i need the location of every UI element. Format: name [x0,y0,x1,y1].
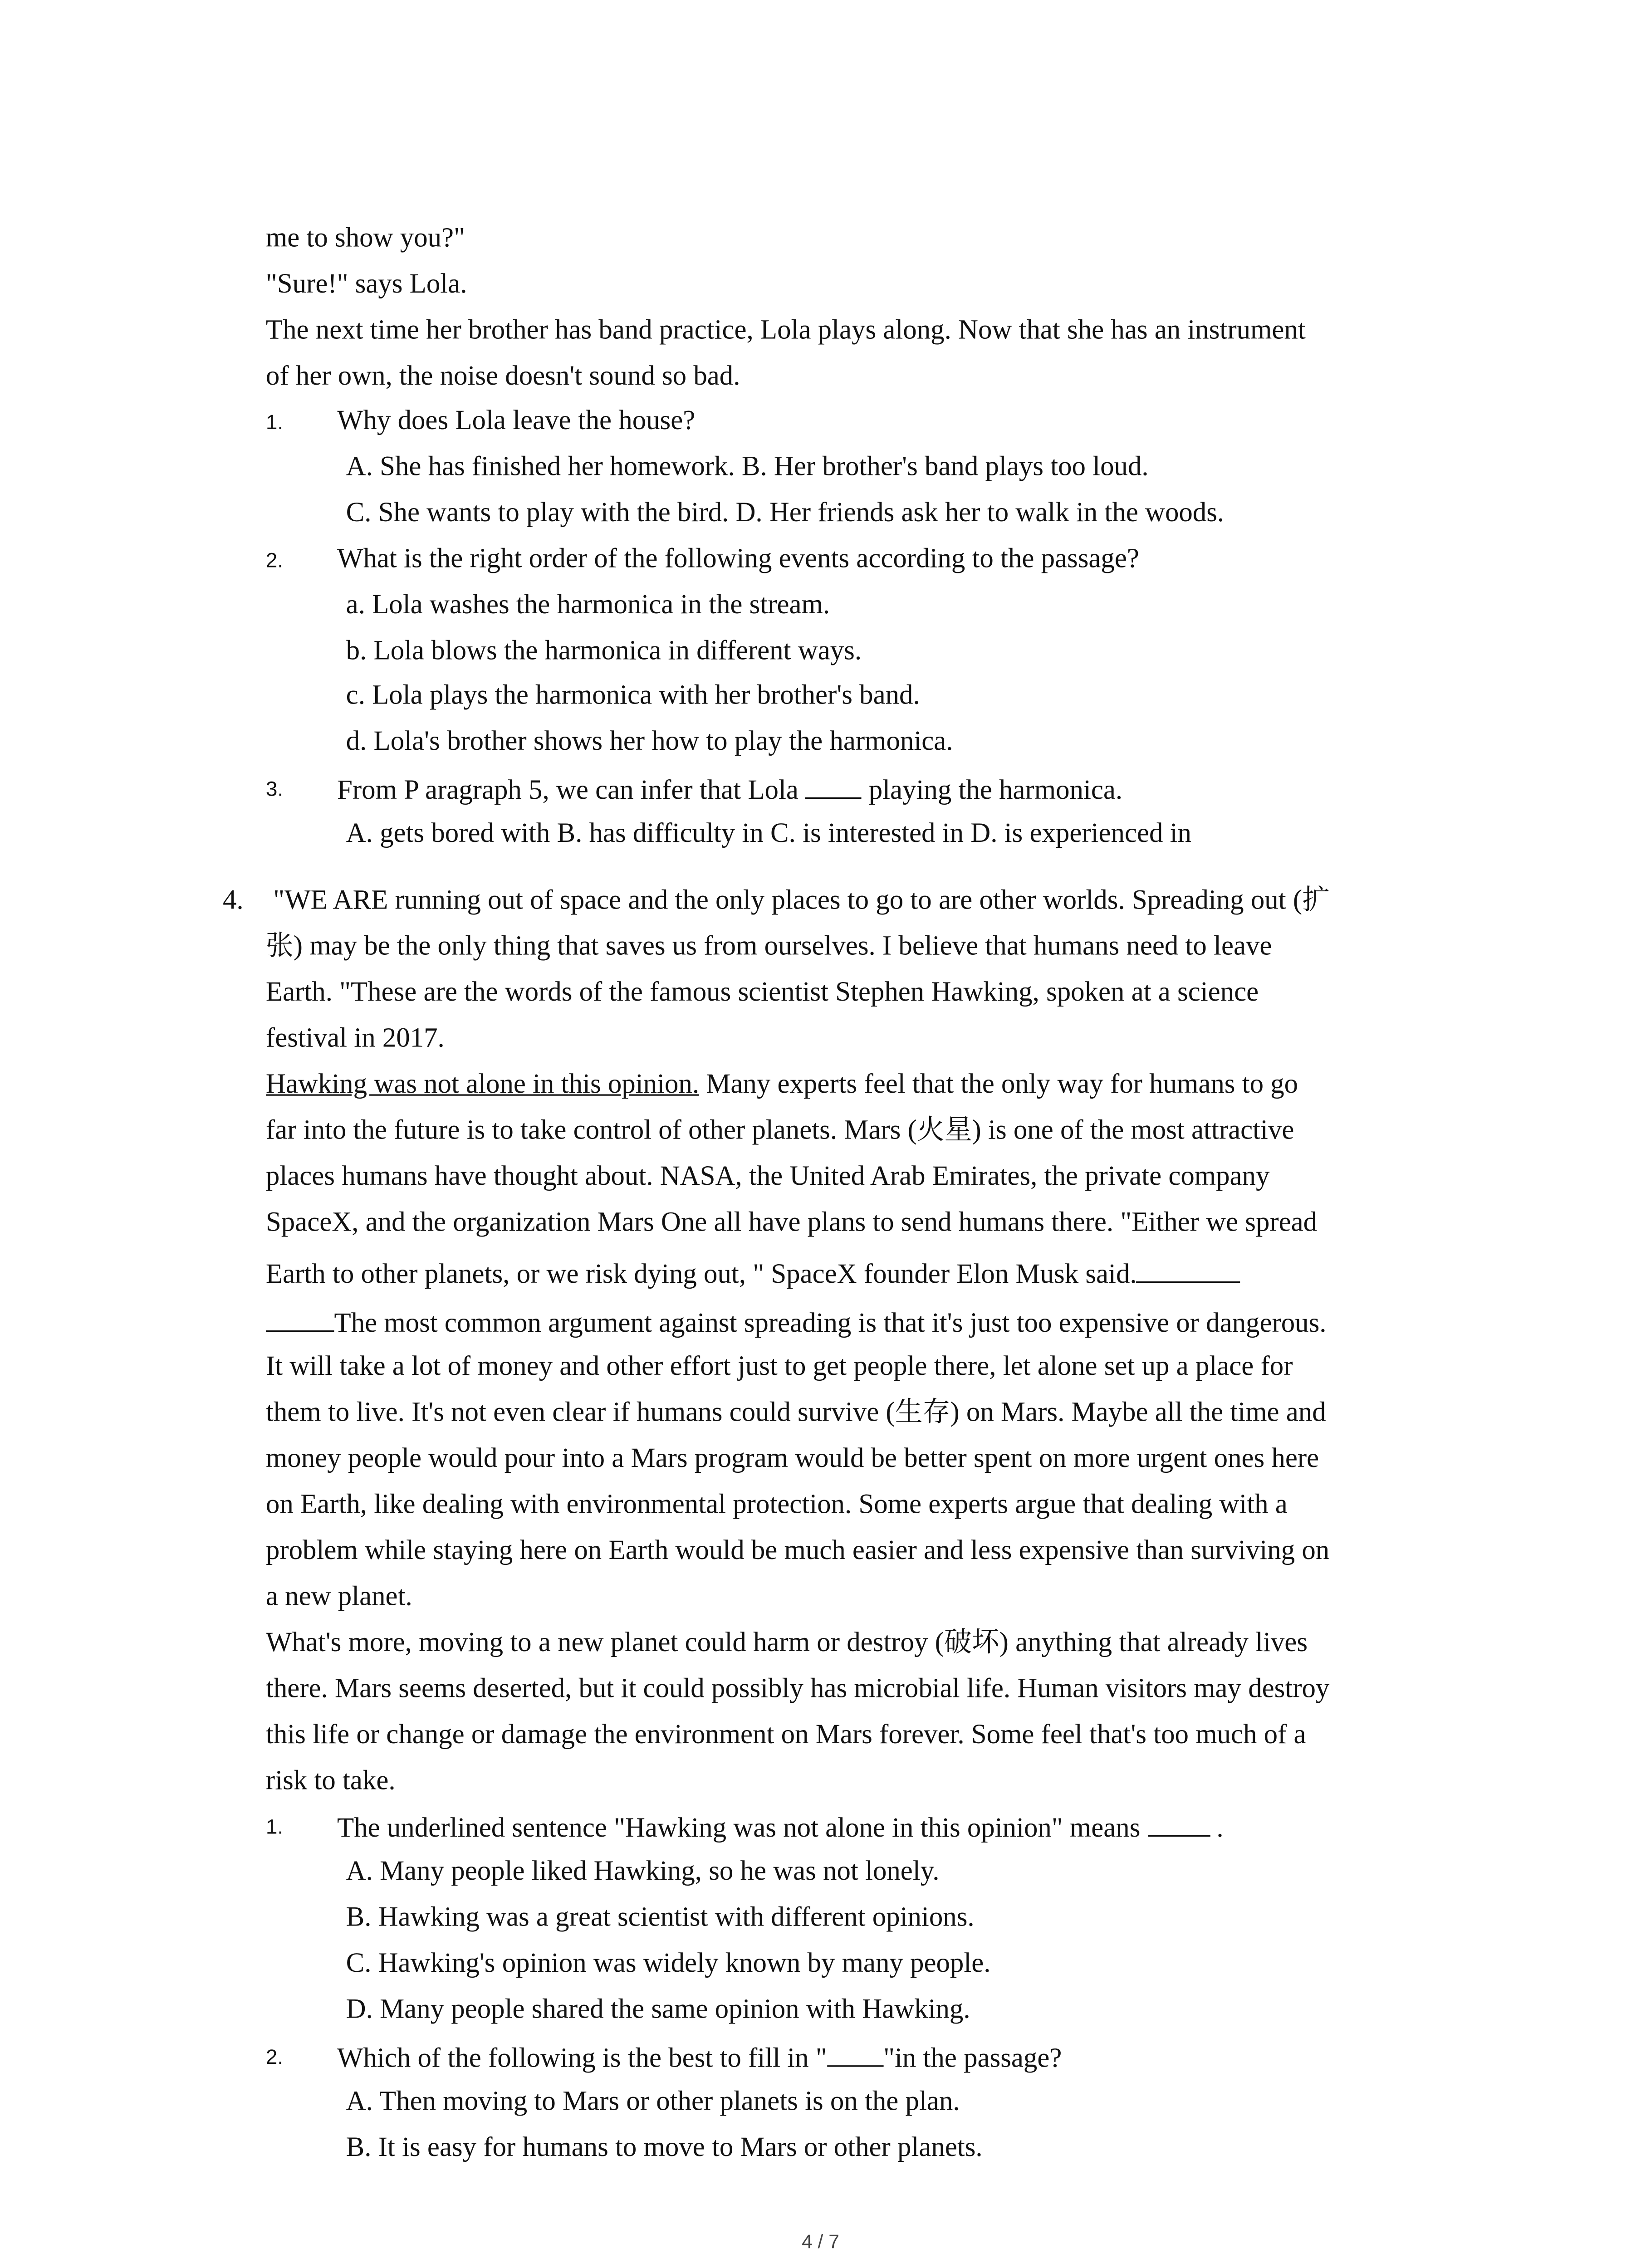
question-option: A. Many people liked Hawking, so he was not lonely. [346,1856,940,1887]
question-text: What is the right order of the following events according to the passage? [337,543,1139,575]
question-option: c. Lola plays the harmonica with her brother's band. [346,680,920,711]
passage-line: a new planet. [265,1581,412,1613]
passage-line: money people would pour into a Mars program would be better spent on more urgent ones here [265,1443,1319,1475]
passage-line: festival in 2017. [265,1023,445,1055]
question-text [337,772,1122,805]
passage-line: far into the future is to take control of other planets. Mars (火星) is one of the most attractive [265,1115,1294,1146]
passage-line: What's more, moving to a new planet could harm or destroy (破坏) anything that already lives [265,1627,1308,1659]
question-option: B. It is easy for humans to move to Mars or other planets. [346,2132,983,2164]
question-number: 2. [265,2044,284,2068]
passage-line: risk to take. [265,1765,396,1797]
answer-blank [1147,1810,1210,1837]
underlined-sentence: Hawking was not alone in this opinion. [265,1069,700,1100]
passage-line: me to show you?" [265,222,465,254]
answer-blank [805,772,862,799]
question-option: A. She has finished her homework. B. Her brother's band plays too loud. [346,451,1149,483]
question-text-start: The underlined sentence "Hawking was not alone in this opinion" means [337,1813,1147,1844]
question-option: C. Hawking's opinion was widely known by many people. [346,1948,991,1980]
passage-line [266,1256,1241,1289]
page-number: 4 / 7 [802,2230,839,2253]
question-text [337,1810,1223,1843]
passage-line: It will take a lot of money and other effort just to get people there, let alone set up a place for [265,1351,1293,1383]
question-text-start: From P aragraph 5, we can infer that Lola [337,775,806,807]
passage-line: places humans have thought about. NASA, the United Arab Emirates, the private company [265,1161,1270,1193]
passage-text: Many experts feel that the only way for humans to go [699,1069,1298,1100]
answer-blank [266,1305,334,1332]
question-text-end: playing the harmonica. [862,775,1123,807]
question-number: 2. [265,547,284,572]
passage-number: 4. [222,885,244,916]
question-option: A. Then moving to Mars or other planets is on the plan. [346,2086,960,2117]
question-number: 1. [265,1814,284,1838]
passage-line [266,1305,1327,1338]
passage-line: "Sure!" says Lola. [265,269,467,300]
question-option: A. gets bored with B. has difficulty in C. is interested in D. is experienced in [346,818,1192,850]
passage-line: "WE ARE running out of space and the only places to go to are other worlds. Spreading out (扩 [273,885,1330,916]
question-text-end: . [1210,1813,1224,1844]
passage-text: The most common argument against spreading is that it's just too expensive or dangerous. [334,1308,1327,1339]
question-option: C. She wants to play with the bird. D. Her friends ask her to walk in the woods. [346,497,1225,529]
passage-line: SpaceX, and the organization Mars One all have plans to send humans there. "Either we spread [265,1207,1318,1238]
question-text-start: Which of the following is the best to fill in " [337,2043,827,2074]
question-option: B. Hawking was a great scientist with different opinions. [346,1902,975,1933]
question-number: 1. [265,410,284,434]
passage-line: Earth. "These are the words of the famous scientist Stephen Hawking, spoken at a science [265,977,1259,1008]
question-text [337,2040,1062,2073]
passage-line: this life or change or damage the environment on Mars forever. Some feel that's too much of a [265,1719,1306,1751]
question-text: Why does Lola leave the house? [337,405,696,437]
passage-text: Earth to other planets, or we risk dying out, " SpaceX founder Elon Musk said. [265,1259,1137,1290]
question-option: a. Lola washes the harmonica in the stream. [346,589,830,621]
passage-line: them to live. It's not even clear if humans could survive (生存) on Mars. Maybe all the time and [265,1397,1326,1428]
question-option: b. Lola blows the harmonica in different ways. [346,635,862,667]
question-number: 3. [265,776,284,801]
passage-line: 张) may be the only thing that saves us from ourselves. I believe that humans need to leave [265,931,1272,963]
answer-blank [1137,1256,1241,1283]
question-option: d. Lola's brother shows her how to play the harmonica. [346,726,953,758]
question-option: D. Many people shared the same opinion with Hawking. [346,1994,970,2025]
passage-line: on Earth, like dealing with environmental protection. Some experts argue that dealing with a [265,1489,1288,1520]
question-text-end: "in the passage? [883,2043,1062,2074]
passage-line: problem while staying here on Earth would be much easier and less expensive than surviving on [265,1535,1330,1567]
answer-blank [827,2040,883,2067]
passage-line: there. Mars seems deserted, but it could possibly has microbial life. Human visitors may destroy [265,1673,1330,1705]
passage-line: The next time her brother has band practice, Lola plays along. Now that she has an instrument [265,314,1306,346]
passage-line [266,1069,1298,1102]
passage-line: of her own, the noise doesn't sound so bad. [265,361,740,392]
